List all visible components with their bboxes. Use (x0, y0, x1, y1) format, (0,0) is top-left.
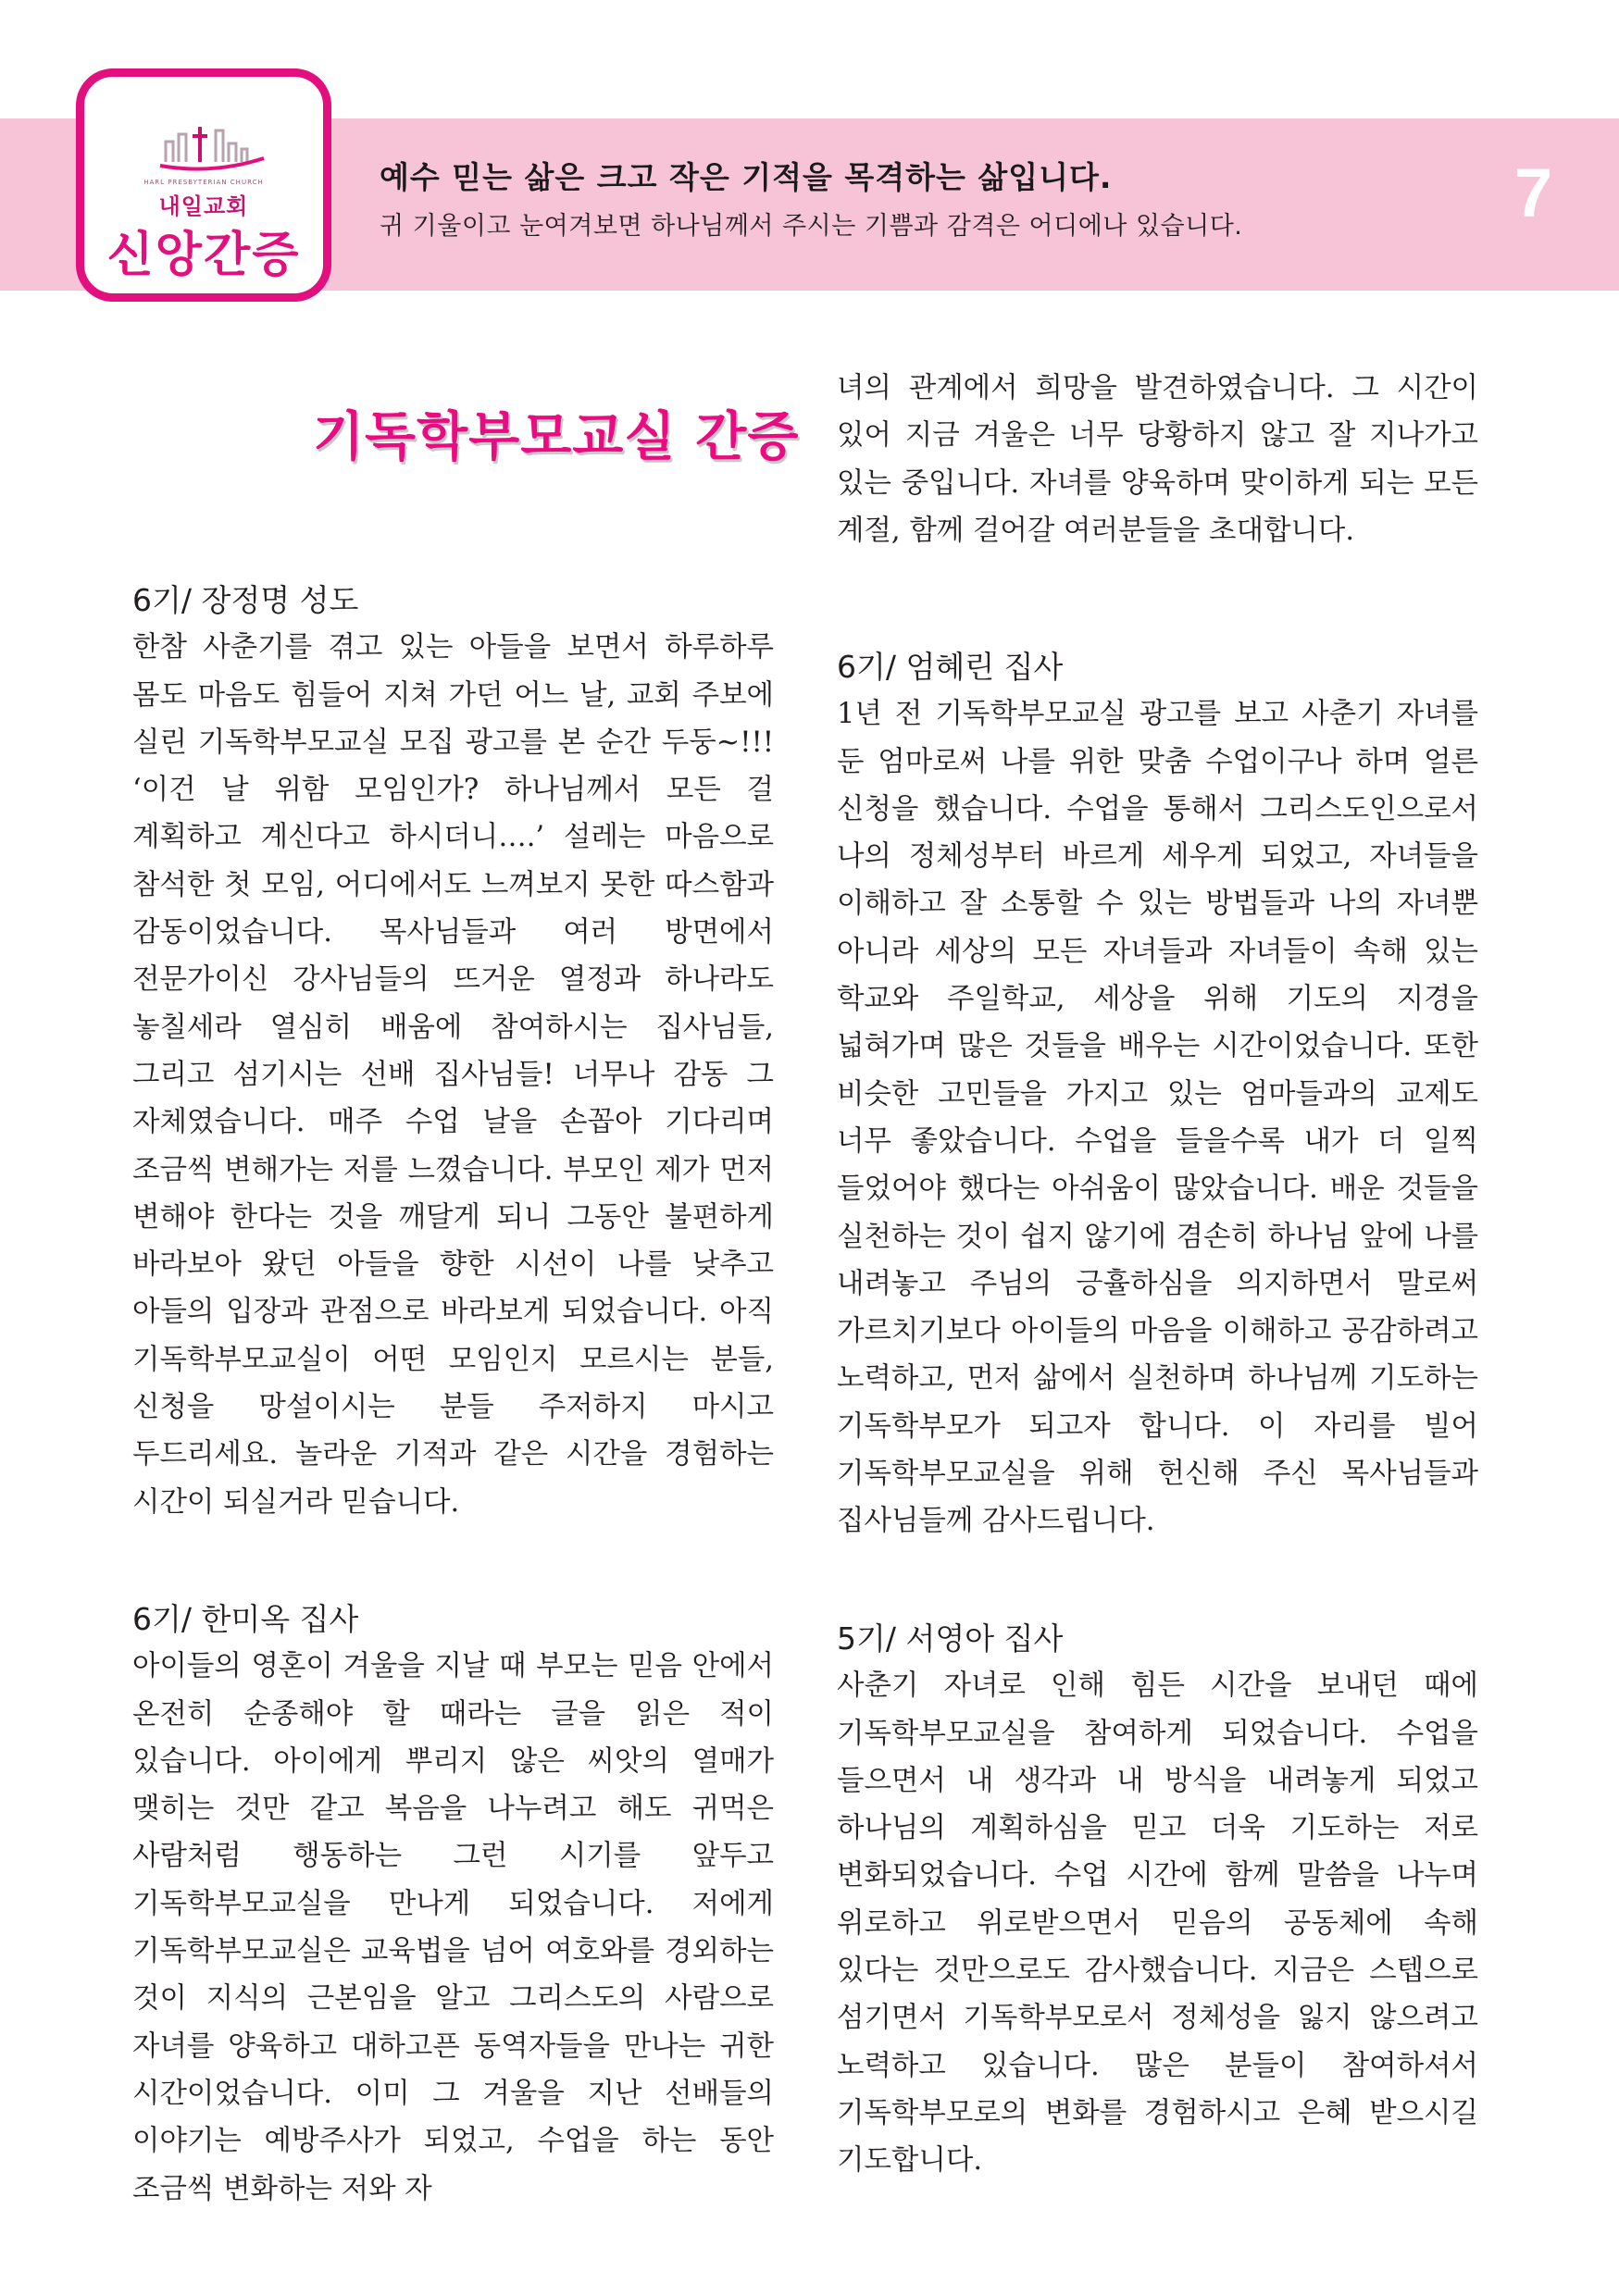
church-skyline-icon (158, 121, 266, 177)
testimony-body: 1년 전 기독학부모교실 광고를 보고 사춘기 자녀를 둔 엄마로써 나를 위한 맞춤 수업이구나 하며 얼른 신청을 했습니다. 수업을 통해서 그리스도인으로서 나의 정체성부터 바르게 세우게 되었고, 자녀들을 이해하고 잘 소통할 수 있는 방법들과 나의 자녀뿐 아니라 세상의 모든 자녀들과 자녀들이 속해 있는 학교와 주일학교, 세상을 위해 기도의 지경을 넓혀가며 많은 것들을 배우는 시간이었습니다. 또한 비슷한 고민들을 가지고 있는 엄마들과의 교제도 너무 좋았습니다. 수업을 들을수록 내가 더 일찍 들었어야 했다는 아쉬움이 많았습니다. 배운 것들을 실천하는 것이 쉽지 않기에 겸손히 하나님 앞에 나를 내려놓고 주님의 긍휼하심을 의지하면서 말로써 가르치기보다 아이들의 마음을 이해하고 공감하려고 노력하고, 먼저 삶에서 실천하며 하나님께 기도하는 기독학부모가 되고자 합니다. 이 자리를 빌어 기독학부모교실을 위해 헌신해 주신 목사님들과 집사님들께 감사드립니다. (837, 698, 1478, 1538)
testimony-han-continued (837, 365, 1478, 554)
page-subheadline: 귀 기울이고 눈여겨보면 하나님께서 주시는 기쁨과 감격은 어디에나 있습니다. (380, 212, 1243, 241)
logo-english-name: HARL PRESBYTERIAN CHURCH (143, 179, 264, 186)
testimony-heading: 6기/ 한미옥 집사 (132, 1601, 359, 1637)
article-title: 기독학부모교실 간증 (313, 406, 800, 467)
testimony-han (132, 1595, 774, 2213)
testimony-seo (837, 1615, 1478, 2185)
testimony-heading: 5기/ 서영아 집사 (837, 1620, 1064, 1657)
testimony-jang (132, 577, 774, 1526)
page-number: 7 (1514, 155, 1553, 231)
testimony-heading: 6기/ 엄혜린 집사 (837, 649, 1064, 685)
testimony-body: 녀의 관계에서 희망을 발견하였습니다. 그 시간이 있어 지금 겨울은 너무 당황하지 않고 잘 지나가고 있는 중입니다. 자녀를 양육하며 맞이하게 되는 모든 계절, 함께 걸어갈 여러분들을 초대합니다. (837, 372, 1478, 547)
page-headline: 예수 믿는 삶은 크고 작은 기적을 목격하는 삶입니다. (380, 159, 1113, 195)
logo-church-name: 내일교회 (158, 193, 249, 219)
testimony-heading: 6기/ 장정명 성도 (132, 582, 359, 618)
section-label: 신앙간증 (106, 228, 301, 283)
church-logo (76, 68, 331, 302)
testimony-body: 아이들의 영혼이 겨울을 지날 때 부모는 믿음 안에서 온전히 순종해야 할 때라는 글을 읽은 적이 있습니다. 아이에게 뿌리지 않은 씨앗의 열매가 맺히는 것만 같고 복음을 나누려고 해도 귀먹은 사람처럼 행동하는 그런 시기를 앞두고 기독학부모교실을 만나게 되었습니다. 저에게 기독학부모교실은 교육법을 넘어 여호와를 경외하는 것이 지식의 근본임을 알고 그리스도의 사람으로 자녀를 양육하고 대하고픈 동역자들을 만나는 귀한 시간이었습니다. 이미 그 겨울을 지난 선배들의 이야기는 예방주사가 되었고, 수업을 하는 동안 조금씩 변화하는 저와 자 (132, 1650, 774, 2205)
testimony-body: 한참 사춘기를 겪고 있는 아들을 보면서 하루하루 몸도 마음도 힘들어 지쳐 가던 어느 날, 교회 주보에 실린 기독학부모교실 모집 광고를 본 순간 두둥~!!! ‘이건 날 위함 모임인가? 하나님께서 모든 걸 계획하고 계신다고 하시더니….’ 설레는 마음으로 참석한 첫 모임, 어디에서도 느껴보지 못한 따스함과 감동이었습니다. 목사님들과 여러 방면에서 전문가이신 강사님들의 뜨거운 열정과 하나라도 놓칠세라 열심히 배움에 참여하시는 집사님들, 그리고 섬기시는 선배 집사님들! 너무나 감동 그 자체였습니다. 매주 수업 날을 손꼽아 기다리며 조금씩 변해가는 저를 느꼈습니다. 부모인 제가 먼저 변해야 한다는 것을 깨달게 되니 그동안 불편하게 바라보아 왔던 아들을 향한 시선이 나를 낮추고 아들의 입장과 관점으로 바라보게 되었습니다. 아직 기독학부모교실이 어떤 모임인지 모르시는 분들, 신청을 망설이시는 분들 주저하지 마시고 두드리세요. 놀라운 기적과 같은 시간을 경험하는 시간이 되실거라 믿습니다. (132, 631, 774, 1519)
testimony-eom (837, 643, 1478, 1545)
testimony-body: 사춘기 자녀로 인해 힘든 시간을 보내던 때에 기독학부모교실을 참여하게 되었습니다. 수업을 들으면서 내 생각과 내 방식을 내려놓게 되었고 하나님의 계획하심을 믿고 더욱 기도하는 저로 변화되었습니다. 수업 시간에 함께 말씀을 나누며 위로하고 위로받으면서 믿음의 공동체에 속해 있다는 것만으로도 감사했습니다. 지금은 스텝으로 섬기면서 기독학부모로서 정체성을 잃지 않으려고 노력하고 있습니다. 많은 분들이 참여하셔서 기독학부모로의 변화를 경험하시고 은혜 받으시길 기도합니다. (837, 1669, 1478, 2178)
